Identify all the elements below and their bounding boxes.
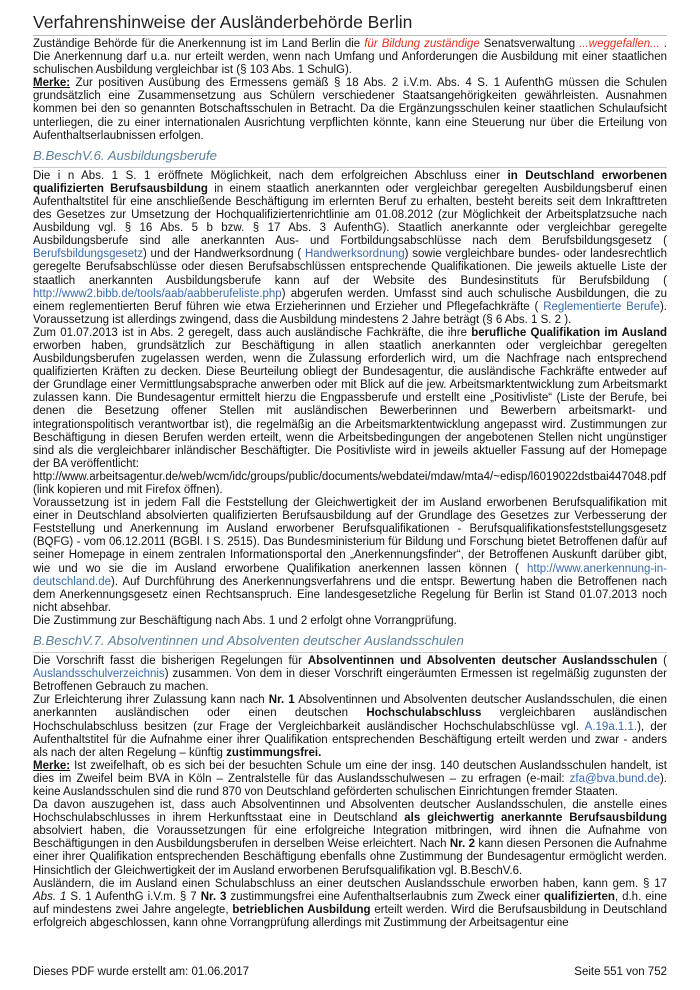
red-note-bildung: für Bildung zuständige <box>364 38 480 50</box>
paragraph-ausbildung-deutschland: Die i n Abs. 1 S. 1 eröffnete Möglichkeit, nach dem erfolgreichen Abschluss einer in Deutschland erworbenen qualifizierten Berufsausbildung in einem staatlich anerkannten oder vergleichbar geregelten Ausbildungsberuf einen Aufenthaltstitel für eine anschließende Beschäftigung im erlernten Beruf zu erhalten, besteht bereits seit dem Inkrafttreten des Gesetzes zur Umsetzung der Hochqualifiziertenrichtlinie am 01.08.2012 (zur Möglichkeit der Arbeitsplatzsuche nach Ausbildung vgl. § 16 Abs. 5 b bzw. § 17 Abs. 3 AufenthG). Staatlich anerkannte oder vergleichbar geregelte Ausbildungsberufe sind alle anerkannten Aus- und Fortbildungsabschlüsse nach dem Berufsbildungsgesetz ( Berufsbildungsgesetz) und der Handwerksordnung ( Handwerksordnung) sowie vergleichbare bundes- oder landesrechtlich geregelte Berufsabschlüsse oder diesen Berufsabschlüssen entsprechende Qualifikationen. Die jeweils aktuelle Liste der staatlich anerkannten Ausbildungsberufe kann auf der Website des Bundesinstituts für Berufsbildung ( http://www2.bibb.de/tools/aab/aabberufeliste.php) abgerufen werden. Umfasst sind auch schulische Ausbildungen, die zu einem reglementierten Beruf führen wie etwa Erzieherinnen und Erzieher und Pflegefachkräfte ( Reglementierte Berufe). Voraussetzung ist allerdings zwingend, dass die Ausbildung mindestens 2 Jahre beträgt (§ 6 Abs. 1 S. 2 ). <box>33 169 667 326</box>
link-email-zfa[interactable]: zfa@bva.bund.de <box>569 772 660 785</box>
red-note-weggefallen: ...weggefallen... <box>579 38 660 50</box>
footer-created-date: Dieses PDF wurde erstellt am: 01.06.2017 <box>33 966 250 978</box>
merke-paragraph: Merke: Zur positiven Ausübung des Ermessens gemäß § 18 Abs. 2 i.V.m. Abs. 4 S. 1 AufenthG müssen die Schulen grundsätzlich eine Zusammensetzung aus Schülern verschiedener Staatsangehörigkeiten gewährleisten. Ausnahmen kommen bei den so genannten Botschaftsschulen in Betracht. Da die Ergänzungsschulen keiner staatlichen Schulaufsicht unterliegen, die zu einer internationalen Ausrichtung verpflichten könnte, kann eine Steuerung nur über die Erteilung von Aufenthaltserlaubnissen erfolgen. <box>33 77 667 142</box>
link-bibb-berufeliste[interactable]: http://www2.bibb.de/tools/aab/aabberufeliste.php <box>33 287 282 300</box>
link-anerkennung-in-deutschland[interactable]: http://www.anerkennung-in-deutschland.de <box>33 562 667 588</box>
link-handwerksordnung[interactable]: Handwerksordnung <box>304 248 405 261</box>
paragraph-nr2-berufsausbildung: Da davon auszugehen ist, dass auch Absolventinnen und Absolventen deutscher Auslandsschulen, die anstelle eines Hochschulabschlusses in ihrem Herkunftsstaat eine in Deutschland als gleichwertig anerkannte Berufsausbildung absolviert haben, die Voraussetzungen für eine erfolgreiche Integration mitbringen, wird ihnen die Aufnahme von Beschäftigungen in den Ausbildungsberufen in derselben Weise erleichtert. Nach Nr. 2 kann diesen Personen die Aufnahme einer ihrer Qualifikation entsprechenden Beschäftigung ebenfalls ohne Zustimmung der Bundesagentur ermöglicht werden. Hinsichtlich der Gleichwertigkeit der im Ausland erworbenen Berufsqualifikation vgl. B.BeschV.6. <box>33 799 667 877</box>
intro-paragraph: Zuständige Behörde für die Anerkennung ist im Land Berlin die für Bildung zuständige Senatsverwaltung ...weggefallen... . Die Anerkennung darf u.a. nur erteilt werden, wenn nach Umfang und Anforderungen die Ausbildung mit einer staatlichen schulischen Ausbildung vergleichbar ist (§ 103 Abs. 1 SchulG). <box>33 38 667 77</box>
link-a19a-1-1[interactable]: A.19a.1.1. <box>584 720 638 733</box>
paragraph-nr1-hochschulabschluss: Zur Erleichterung ihrer Zulassung kann nach Nr. 1 Absolventinnen und Absolventen deutscher Auslandsschulen, die einen anerkannten ausländischen oder einen deutschen Hochschulabschluss vergleichbaren ausländischen Hochschulabschluss besitzen (zur Frage der Vergleichbarkeit ausländischer Hochschulabschlüsse vgl. A.19a.1.1.), der Aufenthaltstitel für die Aufnahme einer ihrer Qualifikation entsprechenden Beschäftigung erteilt werden und zwar - anders als nach der alten Regelung – künftig zustimmungsfrei. <box>33 694 668 759</box>
positivliste-url: http://www.arbeitsagentur.de/web/wcm/idc/groups/public/documents/webdatei/mdaw/mta4/~edisp/l6019022dstbai447048.pdf <box>33 470 667 483</box>
link-auslandsschulverzeichnis[interactable]: Auslandsschulverzeichnis <box>33 668 165 681</box>
paragraph-nr3-schulabschluss: Ausländern, die im Ausland einen Schulabschluss an einer deutschen Auslandsschule erworben haben, kann gem. § 17 Abs. 1 S. 1 AufenthG i.V.m. § 7 Nr. 3 zustimmungsfrei eine Aufenthaltserlaubnis zum Zweck einer qualifizierten, d.h. eine auf mindestens zwei Jahre angelegte, betrieblichen Ausbildung erteilt werden. Wird die Berufsausbildung in Deutschland erfolgreich abgeschlossen, kann ohne Vorrangprüfung allerdings mit Zustimmung der Arbeitsagentur eine <box>33 877 667 929</box>
link-berufsbildungsgesetz[interactable]: Berufsbildungsgesetz <box>33 248 143 261</box>
merke-label: Merke: <box>33 759 71 772</box>
footer-page-number: Seite 551 von 752 <box>574 966 667 978</box>
paragraph-qualifikation-ausland: Zum 01.07.2013 ist in Abs. 2 geregelt, dass auch ausländische Fachkräfte, die ihre berufliche Qualifikation im Ausland erworben haben, grundsätzlich zur Beschäftigung in allen staatlich anerkannten oder vergleichbar geregelten Ausbildungsberufen zugelassen werden, wenn die Zulassung erforderlich wird, um die Nachfrage nach entsprechend qualifizierten Kräften zu decken. Diese Beurteilung obliegt der Bundesagentur, die ausländische Fachkräfte entweder auf der Grundlage einer Vermittlungsabsprache anwerben oder mit Blick auf die jew. Arbeitsmarktentwicklung zum Arbeitsmarkt zulassen kann. Die Bundesagentur ermittelt hierzu die Engpassberufe und erstellt eine „Positivliste“ (Liste der Berufe, bei denen die Besetzung offener Stellen mit ausländischen Bewerberinnen und Bewerbern arbeitsmarkt- und integrationspolitisch verantwortbar ist), die regelmäßig an die Arbeitsmarktentwicklung angepasst wird. Zustimmungen zur Beschäftigung in diesen Berufen werden erteilt, wenn die Arbeitsbedingungen der angebotenen Stellen nicht ungünstiger sind als die vergleichbarer inländischer Beschäftigter. Die Positivliste wird in jeweils aktueller Fassung auf der Homepage der BA veröffentlicht: <box>33 326 667 470</box>
section-heading-auslandsschulen: B.BeschV.7. Absolventinnen und Absolventen deutscher Auslandsschulen <box>33 628 667 653</box>
paragraph-gleichwertigkeit: Voraussetzung ist in jedem Fall die Feststellung der Gleichwertigkeit der im Ausland erworbenen Berufsqualifikation mit einer in Deutschland absolvierten qualifizierten Berufsausbildung auf der Grundlage des Gesetzes zur Verbesserung der Feststellung und Anerkennung im Ausland erworbener Berufsqualifikationen - Berufsqualifikationsfeststellungsgesetz (BQFG) - vom 06.12.2011 (BGBl. I S. 2515). Das Bundesministerium für Bildung und Forschung bietet Betroffenen dafür auf seiner Homepage in einem zentralen Informationsportal den „Anerkennungsfinder“, der Betroffenen Auskunft darüber gibt, wie und wo sie die im Ausland erworbene Qualifikation anerkennen lassen können ( http://www.anerkennung-in-deutschland.de). Auf Durchführung des Anerkennungsverfahrens und die entspr. Bewertung haben die Betroffenen nach dem Anerkennungsgesetz einen Rechtsanspruch. Eine landesgesetzliche Regelung für Berlin ist Stand 01.07.2013 noch nicht absehbar. <box>33 497 667 614</box>
paragraph-vorrangpruefung: Die Zustimmung zur Beschäftigung nach Abs. 1 und 2 erfolgt ohne Vorrangprüfung. <box>33 614 457 627</box>
page-title: Verfahrenshinweise der Ausländerbehörde Berlin <box>33 12 413 32</box>
title-divider <box>33 35 667 36</box>
merke-label: Merke: <box>33 77 71 90</box>
document-body <box>33 38 667 930</box>
firefox-note: (link kopieren und mit Firefox öffnen). <box>33 484 223 496</box>
paragraph-vorschrift: Die Vorschrift fasst die bisherigen Regelungen für Absolventinnen und Absolventen deutscher Auslandsschulen ( Auslandsschulverzeichnis) zusammen. Von dem in dieser Vorschrift eingeräumten Ermessen ist regelmäßig zugunsten der Betroffenen Gebrauch zu machen. <box>33 655 667 694</box>
link-reglementierte-berufe[interactable]: Reglementierte Berufe <box>543 300 660 313</box>
section-heading-ausbildungsberufe: B.BeschV.6. Ausbildungsberufe <box>33 143 667 168</box>
merke-paragraph-auslandsschulen: Merke: Ist zweifelhaft, ob es sich bei der besuchten Schule um eine der insg. 140 deutschen Auslandsschulen handelt, ist dies im Zweifel beim BVA in Köln – Zentralstelle für das Auslandsschulwesen – zu erfragen (e-mail: zfa@bva.bund.de). keine Auslandsschulen sind die rund 870 von Deutschland geförderten schulischen Einrichtungen fremder Staaten. <box>33 759 667 798</box>
